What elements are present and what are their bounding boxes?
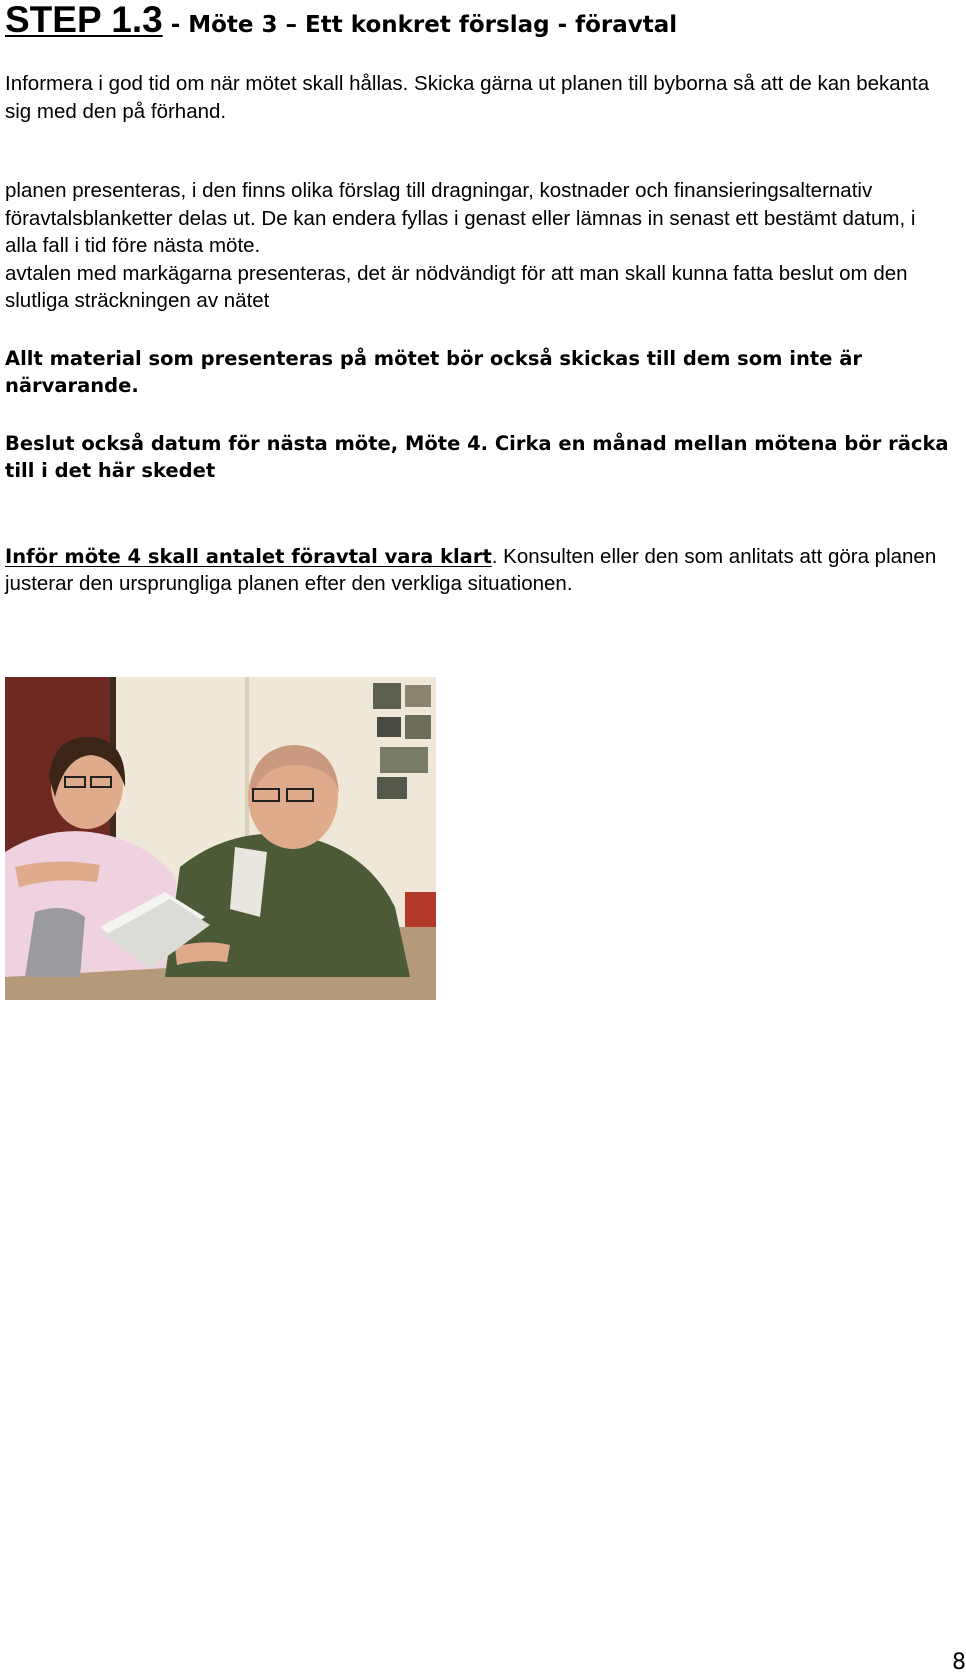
next-meeting-notice: Beslut också datum för nästa möte, Möte 4. Cirka en månad mellan mötena bör räcka till i det här skedet [5,431,949,482]
agenda-item-forms: föravtalsblanketter delas ut. De kan endera fyllas i genast eller lämnas in senast ett bestämt datum, i alla fall i tid före nästa möte. [5,206,916,257]
step-number: STEP 1.3 [5,0,163,40]
step-heading [5,0,950,42]
document-page [5,0,950,598]
inform-paragraph: Informera i god tid om när mötet skall hållas. Skicka gärna ut planen till byborna så att de kan bekanta sig med den på förhand. [5,72,930,123]
step-subtitle: - Möte 3 – Ett konkret förslag - föravtal [162,12,678,38]
meeting-agenda [5,177,950,315]
meeting-photo [5,677,436,1000]
photo-red-object [405,892,436,932]
before-meeting-4-highlight: Inför möte 4 skall antalet föravtal vara klart [5,544,492,568]
before-meeting-4-paragraph [5,543,950,598]
before-meeting-4-text: . Konsulten eller den som anlitats att göra planen justerar den ursprungliga planen efter den verkliga situationen. [5,544,937,595]
agenda-item-agreements: avtalen med markägarna presenteras, det är nödvändigt för att man skall kunna fatta beslut om den slutliga sträckningen av nätet [5,261,908,312]
agenda-item-plan: planen presenteras, i den finns olika förslag till dragningar, kostnader och finansieringsalternativ [5,179,873,202]
meeting-photo-illustration [5,677,436,1000]
page-number: 8 [952,1650,966,1675]
material-notice: Allt material som presenteras på mötet bör också skickas till dem som inte är närvarande. [5,346,862,397]
